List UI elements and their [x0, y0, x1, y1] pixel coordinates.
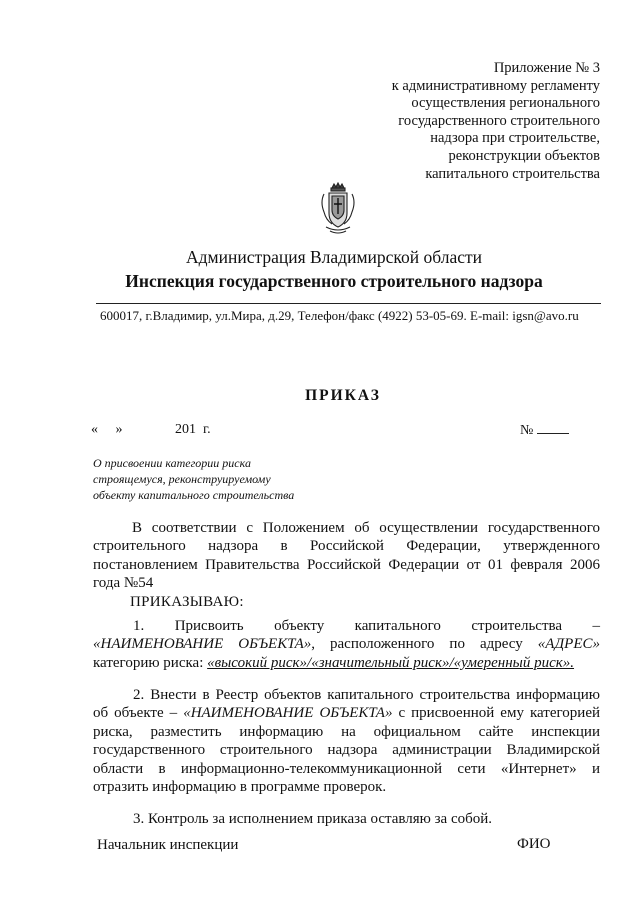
number-blank [537, 421, 569, 434]
address-placeholder: «АДРЕС» [537, 636, 600, 653]
appendix-note [392, 60, 600, 183]
appendix-line: к административному регламенту [391, 77, 600, 94]
subject-line: О присвоении категории риска [93, 456, 251, 470]
appendix-line: реконструкции объектов [448, 147, 600, 164]
number-label: № [520, 423, 534, 438]
clause-2-text: с присвоенной ему категорией риска, разместить информацию на официальном сайте инспекции государственного строительного надзора администрации Владимирской области в информационно-телекоммуникационной сети «Интернет» и отразить информацию в программе проверок. [93, 705, 601, 796]
clause-2 [93, 686, 600, 796]
order-heading: ПРИКАЗЫВАЮ: [130, 594, 244, 610]
signatory-position: Начальник инспекции [97, 837, 239, 853]
appendix-line: Приложение № 3 [493, 60, 600, 76]
subject-block [93, 455, 294, 503]
risk-options: «высокий риск»/«значительный риск»/«умеренный риск». [207, 654, 575, 671]
appendix-line: осуществления регионального [411, 95, 600, 112]
number-line [520, 421, 569, 439]
coat-of-arms-icon [318, 182, 358, 236]
date-text: « » 201 г. [91, 422, 211, 437]
contact-line: 600017, г.Владимир, ул.Мира, д.29, Телефон/факс (4922) 53-05-69. E-mail: igsn@avo.ru [100, 308, 579, 323]
header-divider [96, 303, 601, 304]
department-name: Инспекция государственного строительного надзора [125, 271, 543, 291]
clause-2-text: 2. Внести в Реестр объектов капитального строительства информацию об объекте – [93, 687, 600, 722]
clause-1-text: , расположенного по адресу [311, 636, 538, 653]
clause-1-text: 1. Присвоить объекту капитального строительства – [133, 618, 600, 634]
subject-line: объекту капитального строительства [93, 488, 295, 502]
subject-line: строящемуся, реконструируемому [93, 472, 271, 486]
org-name: Администрация Владимирской области [185, 247, 482, 267]
appendix-line: государственного строительного [398, 112, 600, 129]
clause-1-text: категорию риска: [93, 654, 208, 671]
intro-paragraph: В соответствии с Положением об осуществлении государственного строительного надзора в Российской Федерации, утвержденного постановлением Правительства Российской Федерации от 01 февраля 2006 года №54 [93, 520, 600, 592]
appendix-line: капитального строительства [425, 165, 600, 182]
clause-1 [93, 617, 600, 672]
signatory-name: ФИО [517, 836, 551, 852]
object-name-placeholder: «НАИМЕНОВАНИЕ ОБЪЕКТА» [93, 636, 312, 653]
appendix-line: надзора при строительстве, [430, 130, 600, 147]
object-name-placeholder: «НАИМЕНОВАНИЕ ОБЪЕКТА» [183, 705, 393, 722]
date-line [91, 422, 211, 438]
document-title: ПРИКАЗ [305, 387, 381, 404]
clause-3: 3. Контроль за исполнением приказа оставляю за собой. [133, 811, 493, 827]
